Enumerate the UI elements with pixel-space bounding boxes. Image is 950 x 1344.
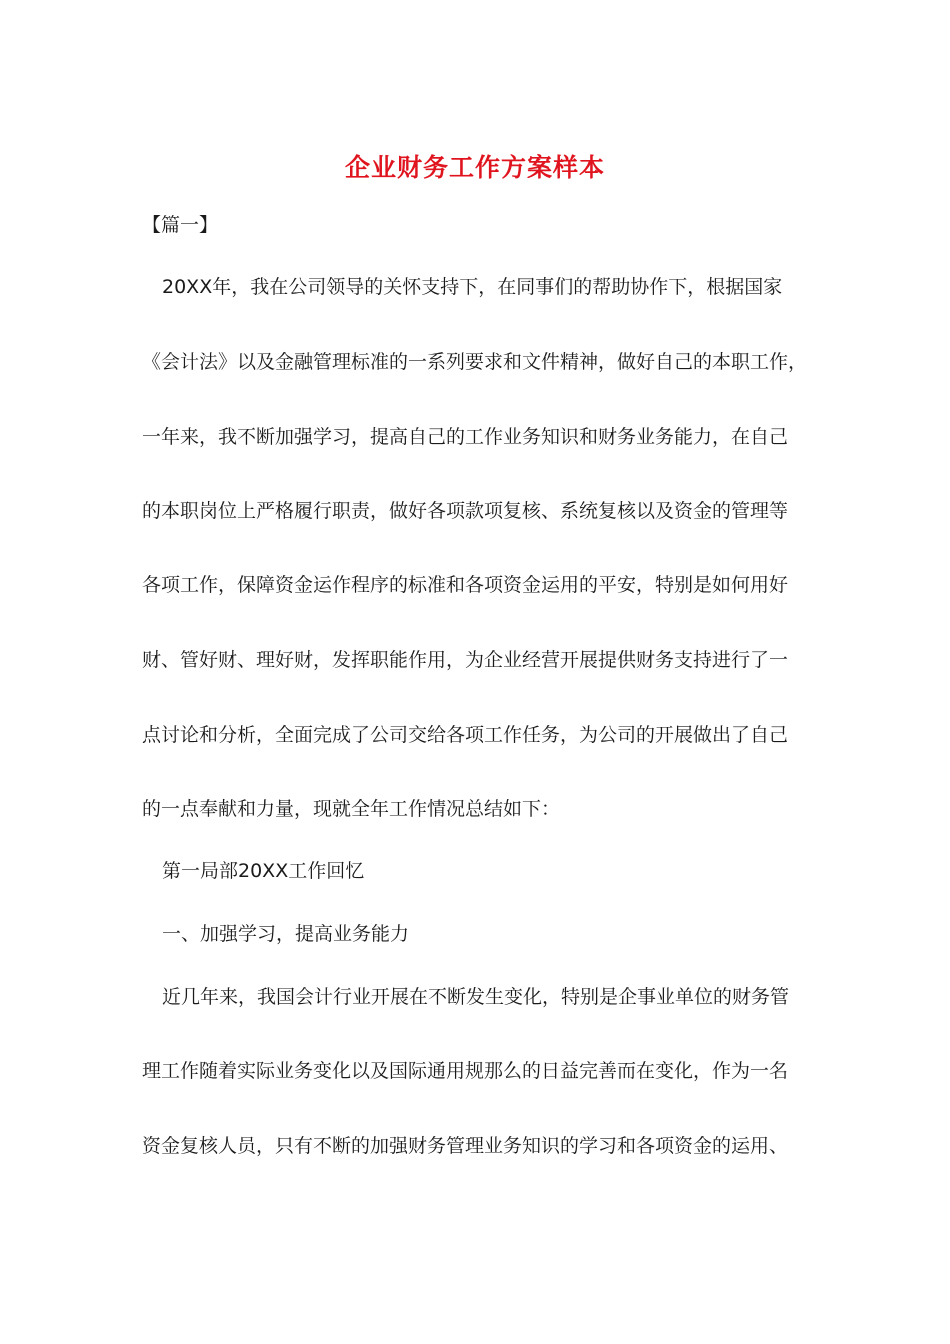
paragraph-line: 20XX年，我在公司领导的关怀支持下，在同事们的帮助协作下，根据国家 — [162, 276, 783, 298]
section-label: 【篇一】 — [142, 214, 219, 236]
paragraph-line: 财、管好财、理好财，发挥职能作用，为企业经营开展提供财务支持进行了一 — [142, 649, 789, 671]
paragraph-line: 《会计法》以及金融管理标准的一系列要求和文件精神，做好自己的本职工作， — [142, 351, 808, 373]
subsection-heading: 一、加强学习，提高业务能力 — [162, 923, 410, 945]
paragraph-line: 各项工作，保障资金运作程序的标准和各项资金运用的平安，特别是如何用好 — [142, 574, 789, 596]
paragraph-line: 的一点奉献和力量，现就全年工作情况总结如下： — [142, 798, 561, 820]
paragraph-line: 理工作随着实际业务变化以及国际通用规那么的日益完善而在变化，作为一名 — [142, 1060, 789, 1082]
document-title: 企业财务工作方案样本 — [344, 153, 605, 182]
paragraph-line: 一年来，我不断加强学习，提高自己的工作业务知识和财务业务能力，在自己 — [142, 426, 789, 448]
paragraph-line: 资金复核人员，只有不断的加强财务管理业务知识的学习和各项资金的运用、 — [142, 1135, 789, 1157]
paragraph-line: 近几年来，我国会计行业开展在不断发生变化，特别是企事业单位的财务管 — [162, 986, 790, 1008]
paragraph-line: 的本职岗位上严格履行职责，做好各项款项复核、系统复核以及资金的管理等 — [142, 500, 789, 522]
section-heading: 第一局部20XX工作回忆 — [162, 860, 365, 882]
paragraph-line: 点讨论和分析，全面完成了公司交给各项工作任务，为公司的开展做出了自己 — [142, 724, 789, 746]
